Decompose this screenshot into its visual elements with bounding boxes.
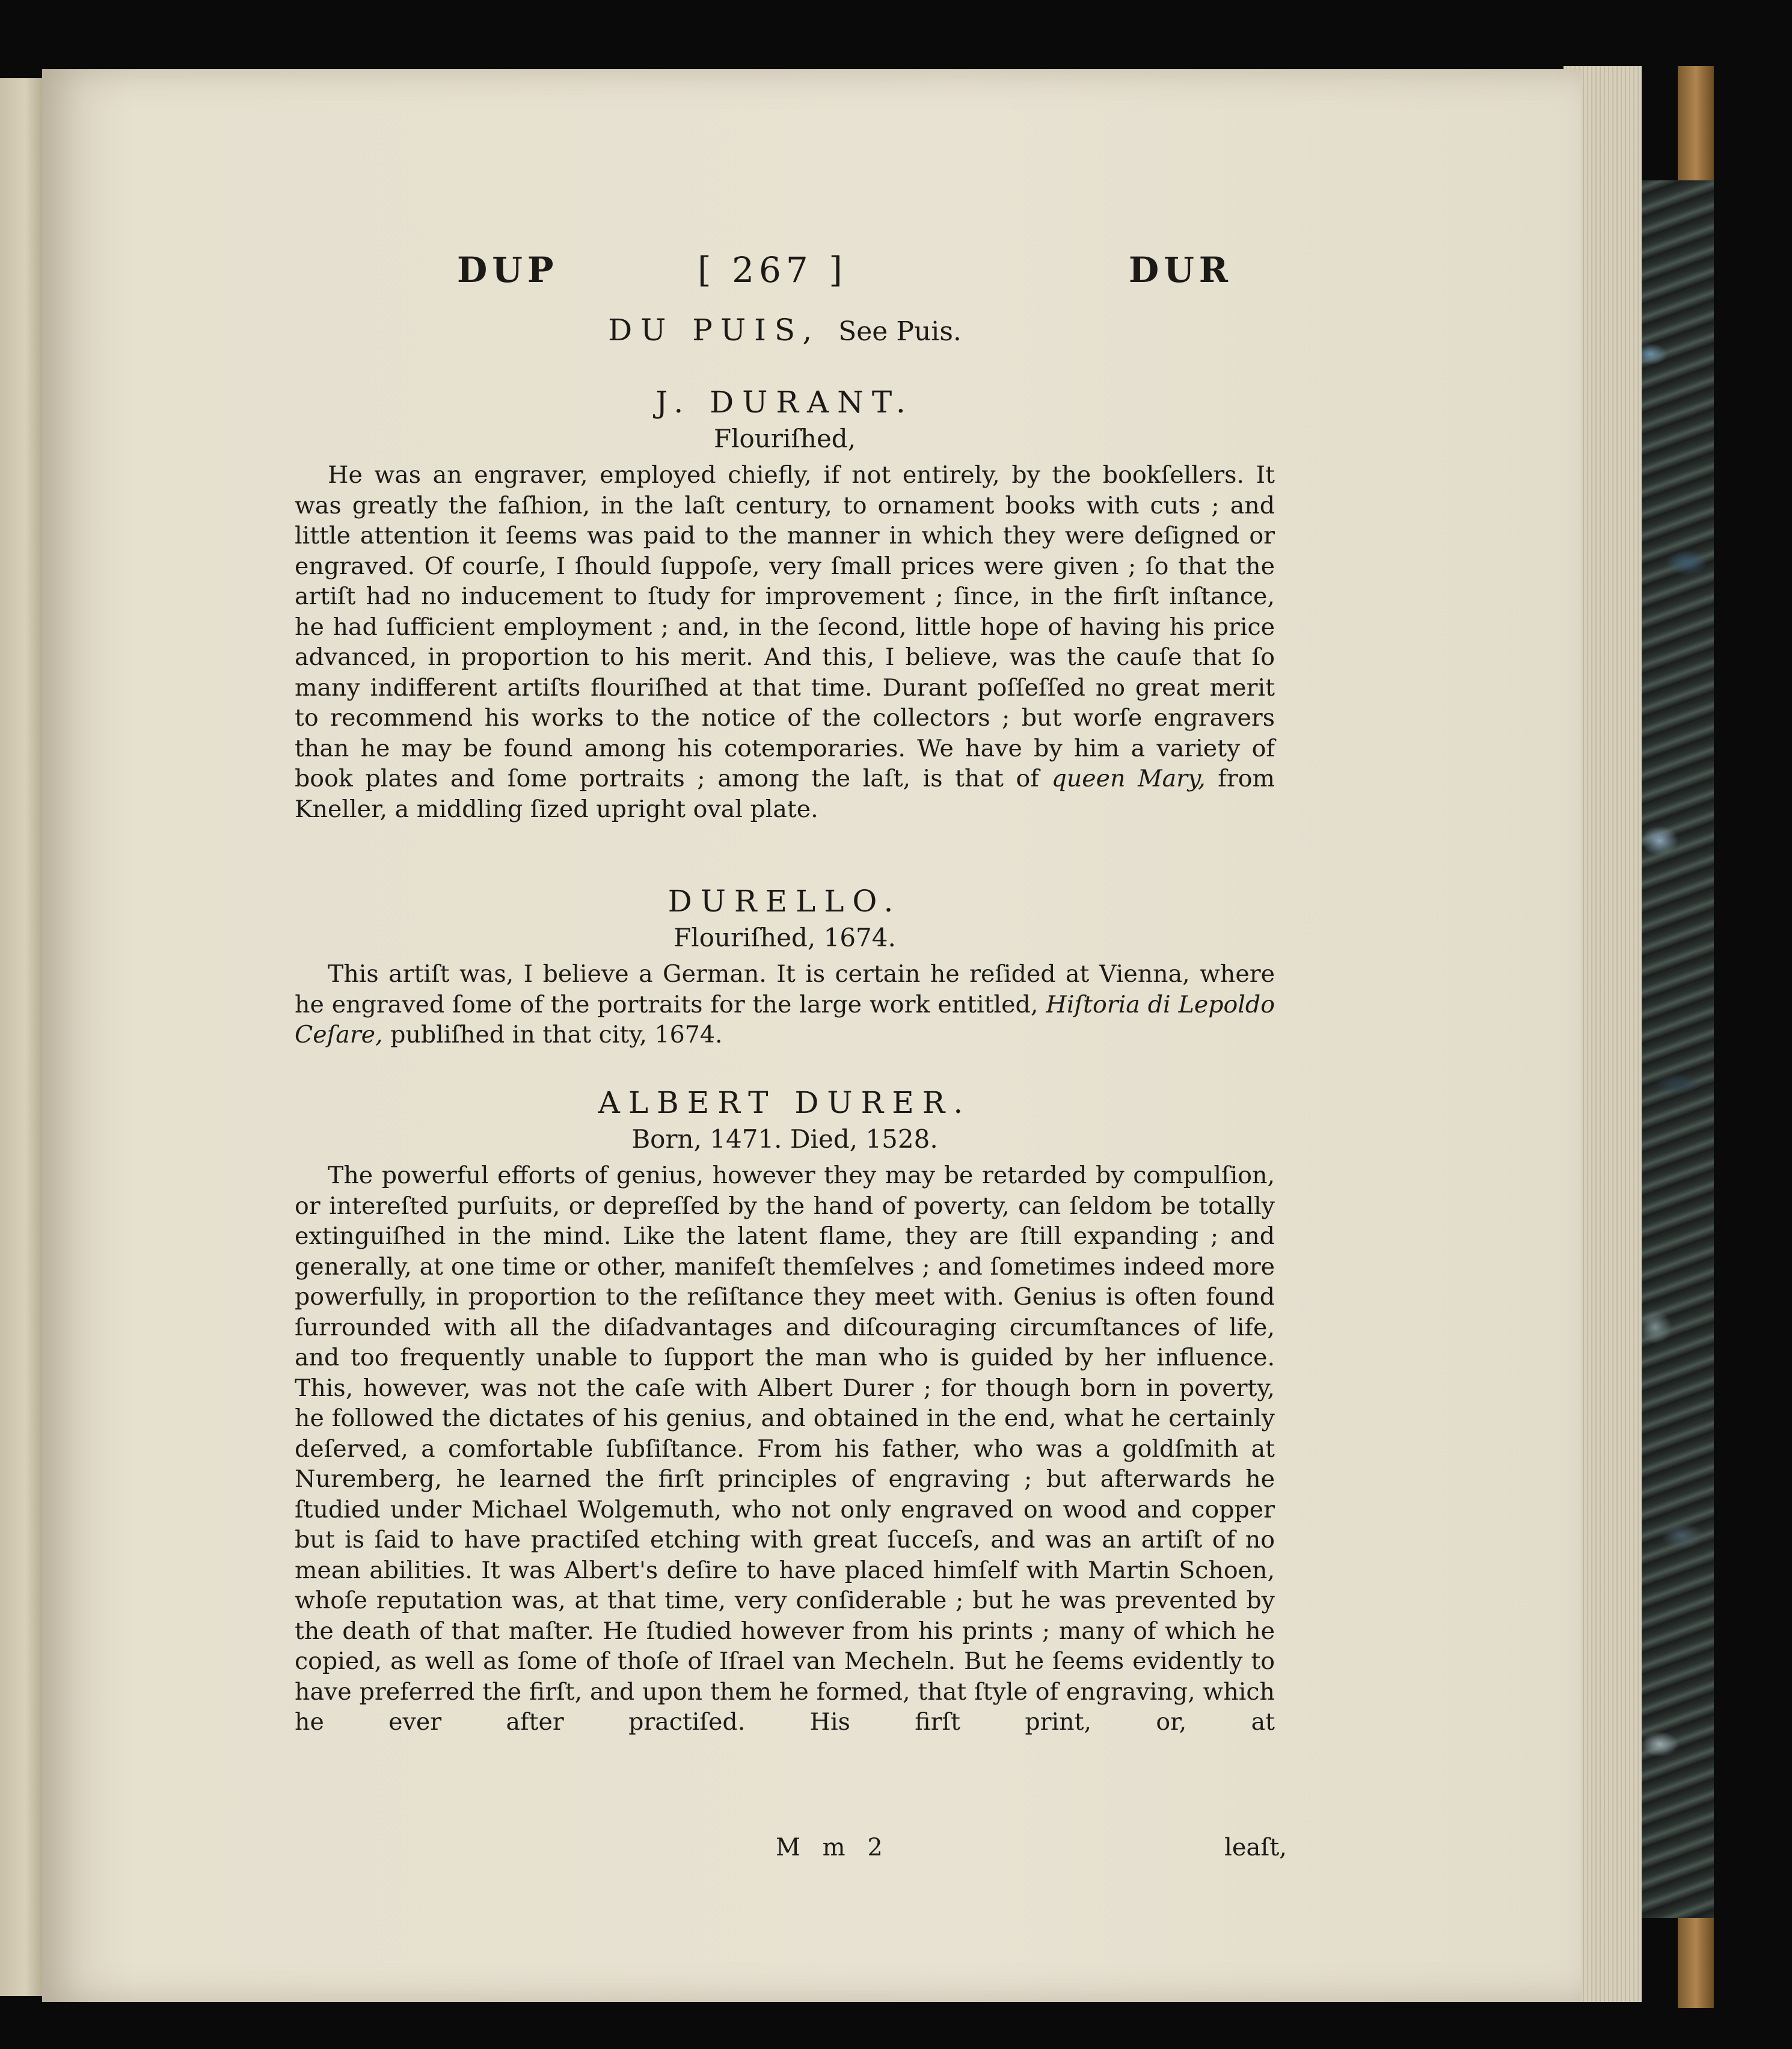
durant-subheading: Flouriſhed,	[713, 424, 856, 453]
durant-text-1: He was an engraver, employed chiefly, if not entirely, by the bookſellers. It was greatly the faſhion, in the laſt century, to ornament books with cuts ; and little attention it ſeems was paid to the manner in which they were deſigned or engraved. Of courſe, I ſhould ſuppoſe, very ſmall prices were given ; ſo that the artiſt had no inducement to ſtudy for improvement ; ſince, in the firſt inſtance, he had ſufficient employment ; and, in the ſecond, little hope of having his price advanced, in proportion to his merit. And this, I believe, was the cauſe that ſo many indifferent artiſts flouriſhed at that time. Durant poſſeſſed no great merit to recommend his works to the notice of the collectors ; but worſe engravers than he may be found among his cotemporaries. We have by him a variety of book plates and ſome portraits ; among the laſt, is that of	[295, 461, 1275, 792]
entry-heading-durant: J. DURANT.	[655, 385, 914, 420]
running-head-left: DUP	[457, 250, 559, 290]
entry-heading-durer: ALBERT DURER.	[598, 1085, 972, 1120]
durello-italic-1: Hiſtoria di Lepoldo Ceſare,	[295, 990, 1275, 1049]
book-page	[42, 69, 1582, 2002]
running-head	[457, 250, 1233, 304]
facing-page-edge	[0, 78, 42, 1996]
durant-text-2: from Kneller, a middling ſized upright oval plate.	[295, 765, 1275, 823]
durer-paragraph	[295, 1160, 1275, 1738]
durant-italic-1: queen Mary,	[1051, 765, 1206, 792]
page-number: [ 267 ]	[698, 250, 847, 290]
signature-mark: M m 2	[776, 1834, 890, 1861]
durello-text-1: This artiſt was, I believe a German. It is certain he reſided at Vienna, where he engraved ſome of the portraits for the large work entitled,	[295, 960, 1275, 1018]
running-head-right: DUR	[1128, 250, 1233, 290]
catchword: leaſt,	[1224, 1834, 1287, 1861]
durant-paragraph	[295, 460, 1275, 824]
durello-paragraph	[295, 959, 1275, 1050]
du-puis-see: See Puis.	[838, 316, 962, 347]
durer-subheading: Born, 1471. Died, 1528.	[631, 1124, 938, 1154]
durello-text-2: publiſhed in that city, 1674.	[390, 1021, 723, 1049]
durello-subheading: Flouriſhed, 1674.	[674, 923, 896, 952]
entry-heading-du-puis	[295, 313, 1275, 348]
entry-heading-durello: DURELLO.	[667, 884, 902, 919]
durer-text: The powerful efforts of genius, however they may be retarded by compulſion, or intereſted purſuits, or depreſſed by the hand of poverty, can ſeldom be totally extinguiſhed in the mind. Like the latent flame, they are ſtill expanding ; and generally, at one time or other, manifeſt themſelves ; and ſometimes indeed more powerfully, in proportion to the reſiſtance they meet with. Genius is often found ſurrounded with all the diſadvantages and diſcouraging circumſtances of life, and too frequently unable to ſupport the man who is guided by her influence. This, however, was not the caſe with Albert Durer ; for though born in poverty, he followed the dictates of his genius, and obtained in the end, what he certainly deſerved, a comfortable ſubſiſtance. From his father, who was a goldſmith at Nuremberg, he learned the firſt principles of engraving ; but afterwards he ſtudied under Michael Wolgemuth, who not only engraved on wood and copper but is ſaid to have practiſed etching with great ſucceſs, and was an artiſt of no mean abilities. It was Albert's deſire to have placed himſelf with Martin Schoen, whoſe reputation was, at that time, very conſiderable ; but he was prevented by the death of that maſter. He ſtudied however from his prints ; many of which he copied, as well as ſome of thoſe of Iſrael van Mecheln. But he ſeems evidently to have preferred the firſt, and upon them he formed, that ſtyle of engraving, which he ever after practiſed. His firſt print, or, at	[295, 1162, 1275, 1736]
du-puis-title: DU PUIS,	[608, 313, 821, 348]
